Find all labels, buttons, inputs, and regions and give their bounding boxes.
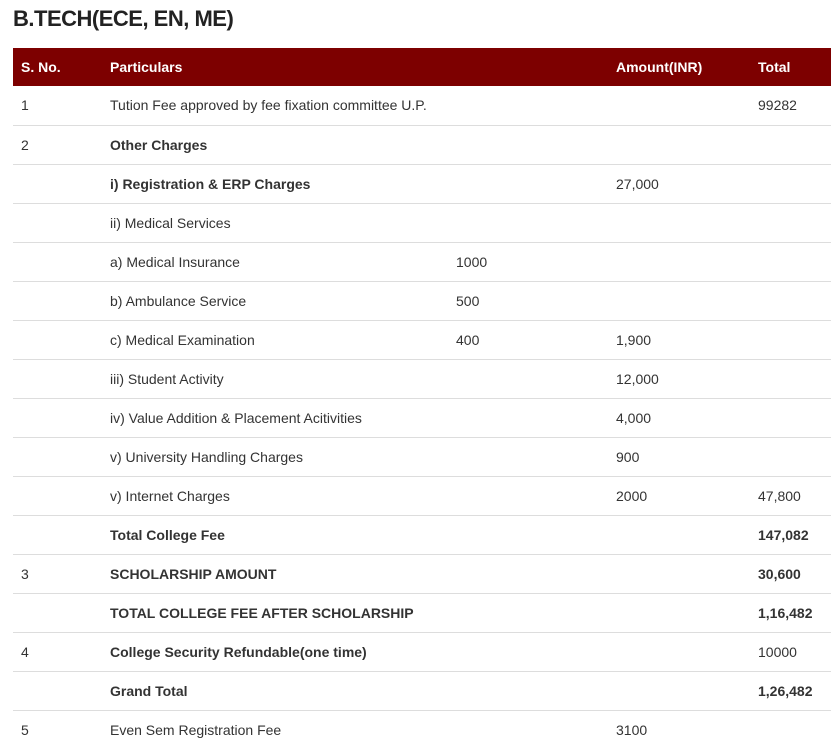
table-row	[13, 86, 831, 125]
row-sno	[13, 593, 102, 632]
row-total	[750, 359, 831, 398]
row-particulars: SCHOLARSHIP AMOUNT	[110, 565, 277, 582]
row-amount	[608, 554, 750, 593]
row-amount	[608, 515, 750, 554]
row-sno: 4	[21, 643, 29, 660]
row-total: 30,600	[758, 565, 801, 582]
row-sub: 400	[456, 331, 480, 348]
row-amount	[608, 281, 750, 320]
row-sno: 1	[21, 97, 29, 114]
row-sno: 2	[21, 136, 29, 153]
row-sno	[13, 476, 102, 515]
row-total	[750, 281, 831, 320]
row-sub	[448, 359, 608, 398]
row-amount: 2000	[616, 487, 648, 504]
row-sub: 1000	[456, 253, 488, 270]
row-amount: 27,000	[616, 175, 659, 192]
row-sub	[448, 671, 608, 710]
header-sno: S. No.	[21, 59, 61, 75]
row-sub	[448, 437, 608, 476]
row-total	[750, 242, 831, 281]
row-total: 99282	[758, 97, 797, 114]
page-title: B.TECH(ECE, EN, ME)	[13, 6, 234, 31]
row-sno	[13, 320, 102, 359]
row-sub: 500	[456, 292, 480, 309]
row-particulars: c) Medical Examination	[110, 331, 255, 348]
row-amount	[608, 125, 750, 164]
row-particulars: Total College Fee	[110, 526, 225, 543]
row-particulars: ii) Medical Services	[110, 214, 231, 231]
row-amount	[608, 86, 750, 125]
table-body	[13, 86, 831, 749]
row-sno	[13, 242, 102, 281]
row-amount: 12,000	[616, 370, 659, 387]
table-row	[13, 203, 831, 242]
table-header	[13, 48, 831, 86]
row-sno: 3	[21, 565, 29, 582]
row-total	[750, 164, 831, 203]
row-particulars: Other Charges	[110, 136, 208, 153]
row-sno	[13, 515, 102, 554]
row-sub	[448, 632, 608, 671]
header-row	[13, 48, 831, 86]
table-row	[13, 554, 831, 593]
row-amount	[608, 242, 750, 281]
table-row	[13, 398, 831, 437]
table-row	[13, 281, 831, 320]
row-total	[750, 125, 831, 164]
row-sub	[448, 398, 608, 437]
row-particulars: b) Ambulance Service	[110, 292, 247, 309]
table-row	[13, 359, 831, 398]
row-particulars: Tution Fee approved by fee fixation committee U.P.	[110, 97, 427, 114]
row-sub	[448, 203, 608, 242]
row-sno	[13, 671, 102, 710]
row-particulars: a) Medical Insurance	[110, 253, 240, 270]
table-row	[13, 125, 831, 164]
row-sno	[13, 398, 102, 437]
row-total: 1,16,482	[758, 604, 813, 621]
row-total: 1,26,482	[758, 682, 813, 699]
row-amount	[608, 671, 750, 710]
table-row	[13, 437, 831, 476]
header-amount: Amount(INR)	[616, 59, 703, 75]
row-particulars: Grand Total	[110, 682, 188, 699]
row-sno	[13, 437, 102, 476]
row-sno	[13, 281, 102, 320]
row-sno: 5	[21, 721, 29, 738]
row-particulars: iii) Student Activity	[110, 370, 224, 387]
row-particulars: iv) Value Addition & Placement Acitivities	[110, 409, 362, 426]
table-row	[13, 164, 831, 203]
row-amount: 4,000	[616, 409, 652, 426]
fee-table	[13, 48, 831, 749]
row-sub	[448, 515, 608, 554]
row-sub	[448, 164, 608, 203]
row-particulars: v) Internet Charges	[110, 487, 230, 504]
table-row	[13, 515, 831, 554]
row-sub	[448, 476, 608, 515]
row-total	[750, 203, 831, 242]
row-particulars: TOTAL COLLEGE FEE AFTER SCHOLARSHIP	[110, 604, 414, 621]
row-amount	[608, 632, 750, 671]
row-total: 147,082	[758, 526, 809, 543]
row-amount	[608, 593, 750, 632]
row-amount: 3100	[616, 721, 648, 738]
table-row	[13, 476, 831, 515]
table-row	[13, 710, 831, 749]
row-total	[750, 710, 831, 749]
header-particulars: Particulars	[110, 59, 183, 75]
row-total	[750, 320, 831, 359]
header-sub	[448, 48, 608, 86]
row-sno	[13, 203, 102, 242]
row-particulars: Even Sem Registration Fee	[110, 721, 282, 738]
row-amount	[608, 203, 750, 242]
row-sub	[448, 554, 608, 593]
row-amount: 900	[616, 448, 640, 465]
table-row	[13, 242, 831, 281]
row-sub	[448, 710, 608, 749]
row-particulars: v) University Handling Charges	[110, 448, 303, 465]
row-amount: 1,900	[616, 331, 652, 348]
row-sno	[13, 164, 102, 203]
table-row	[13, 320, 831, 359]
row-total: 10000	[758, 643, 797, 660]
table-row	[13, 593, 831, 632]
row-particulars: College Security Refundable(one time)	[110, 643, 367, 660]
row-total	[750, 437, 831, 476]
table-row	[13, 671, 831, 710]
row-sno	[13, 359, 102, 398]
table-row	[13, 632, 831, 671]
row-particulars: i) Registration & ERP Charges	[110, 175, 311, 192]
header-total: Total	[758, 59, 791, 75]
row-sub	[448, 86, 608, 125]
row-total	[750, 398, 831, 437]
row-sub	[448, 125, 608, 164]
row-sub	[448, 593, 608, 632]
row-total: 47,800	[758, 487, 801, 504]
